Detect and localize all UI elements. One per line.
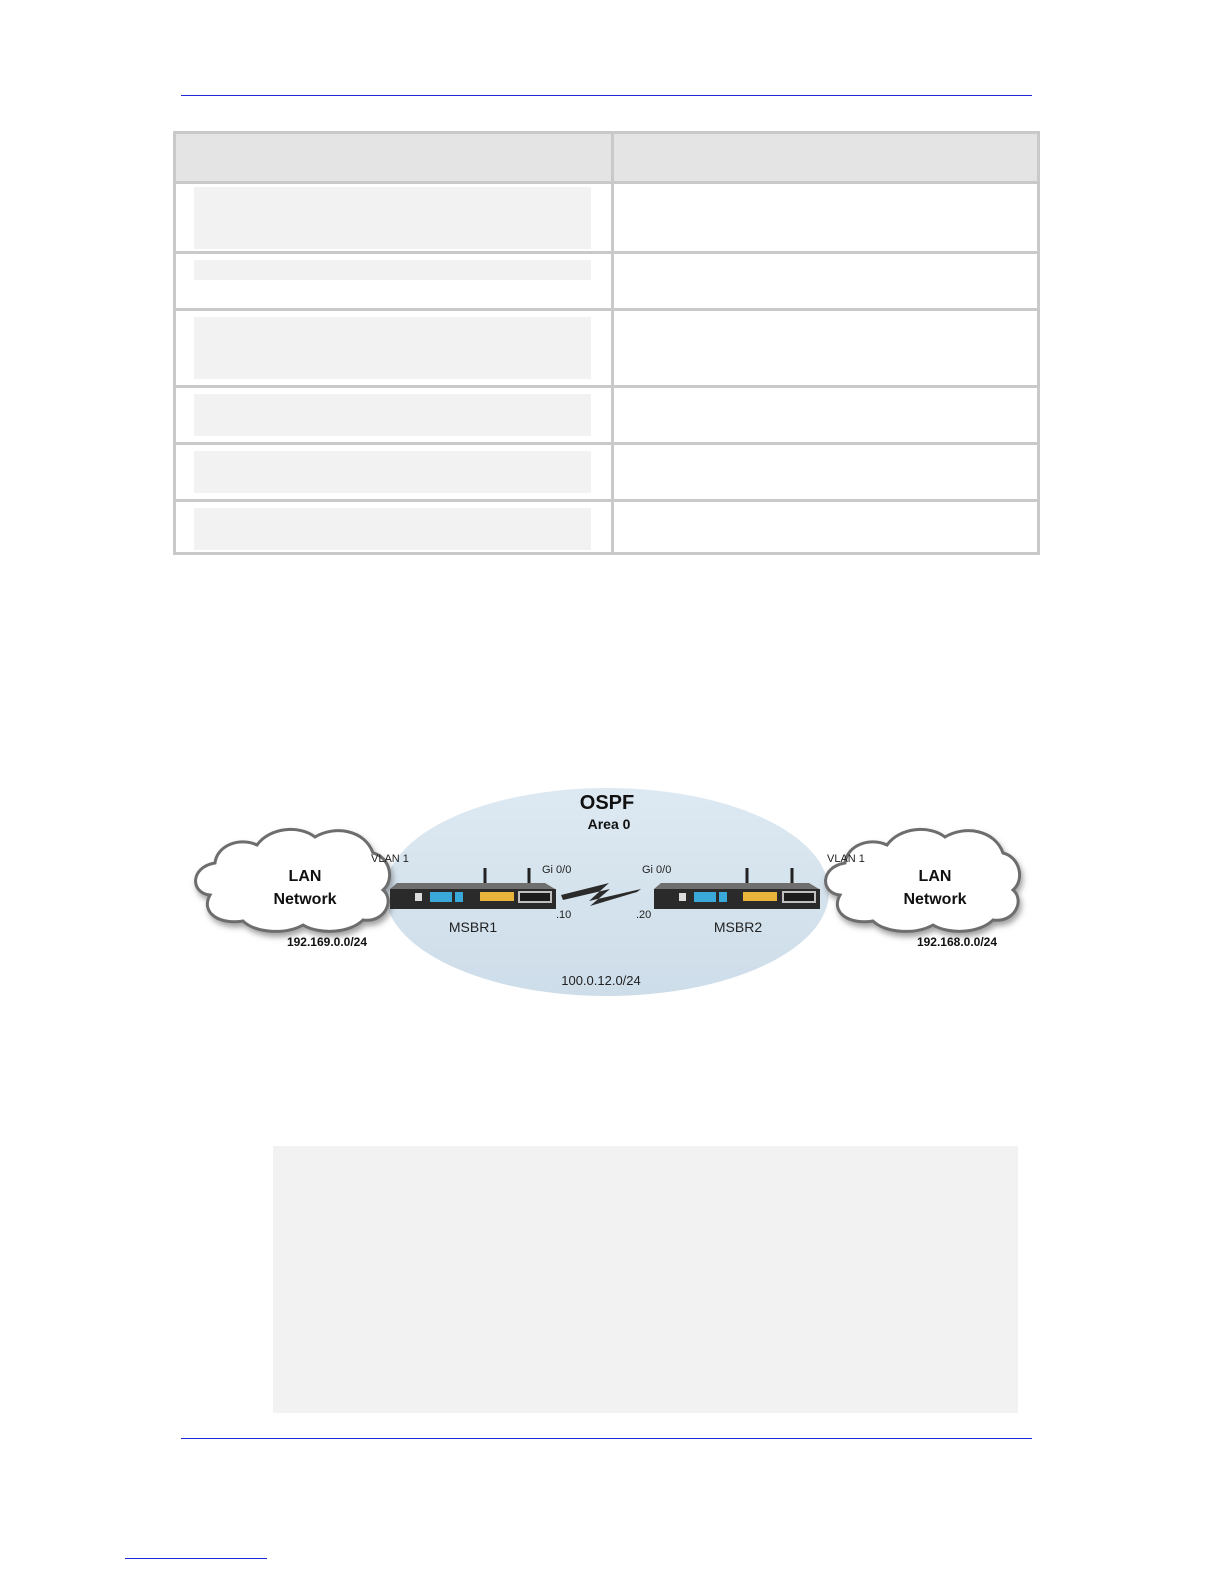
header-rule [181,95,1032,96]
left-port-label: Gi 0/0 [542,864,572,876]
area-label: Area 0 [587,816,631,832]
table-row [176,388,1037,445]
table-row [176,445,1037,502]
right-vlan-label: VLAN 1 [827,853,865,865]
right-cloud-line1: LAN [918,868,952,885]
left-subnet-label: 192.169.0.0/24 [286,935,368,949]
router1-label: MSBR1 [448,919,498,935]
ospf-title: OSPF [579,792,635,814]
table-row [176,181,1037,254]
footer-rule [181,1438,1032,1439]
left-cloud-line1: LAN [288,868,322,885]
left-vlan-label: VLAN 1 [371,853,409,865]
router2-label: MSBR2 [713,919,763,935]
command-cell [194,317,591,379]
wan-subnet-label: 100.0.12.0/24 [561,973,641,988]
left-host-label: .10 [556,909,572,921]
command-table [173,131,1040,555]
command-cell [194,451,591,493]
command-cell [194,260,591,280]
table-row [176,311,1037,388]
command-cell [194,187,591,249]
table-header-row [176,134,1037,184]
command-cell [194,508,591,550]
right-host-label: .20 [636,909,652,921]
left-cloud-line2: Network [273,891,337,908]
right-port-label: Gi 0/0 [642,864,672,876]
ospf-topology-diagram [185,775,1045,1010]
configuration-code-box [273,1146,1018,1413]
table-row [176,254,1037,311]
table-row [176,502,1037,552]
right-cloud-line2: Network [903,891,967,908]
command-cell [194,394,591,436]
footnote-rule [125,1558,267,1559]
right-subnet-label: 192.168.0.0/24 [916,935,998,949]
